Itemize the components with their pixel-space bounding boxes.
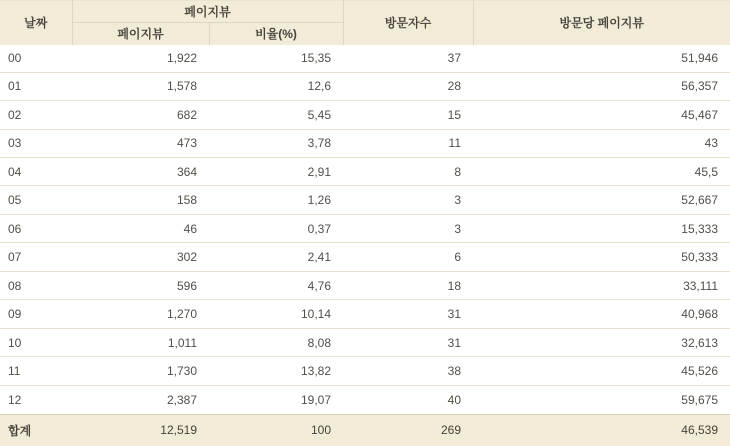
column-header-date: 날짜	[0, 1, 72, 45]
pageviews-cell: 596	[72, 271, 209, 299]
date-cell: 06	[0, 214, 72, 242]
pageviews-cell: 1,578	[72, 72, 209, 100]
per-visit-cell: 32,613	[473, 328, 730, 356]
pageviews-cell: 473	[72, 129, 209, 157]
date-cell: 00	[0, 45, 72, 73]
date-cell: 10	[0, 328, 72, 356]
ratio-cell: 0,37	[209, 214, 343, 242]
table-header	[0, 1, 730, 45]
table-body	[0, 45, 730, 415]
pageviews-cell: 46	[72, 214, 209, 242]
column-header-pageviews-per-visit: 방문당 페이지뷰	[473, 1, 730, 45]
per-visit-cell: 45,467	[473, 101, 730, 129]
ratio-cell: 13,82	[209, 357, 343, 385]
per-visit-cell: 45,526	[473, 357, 730, 385]
per-visit-cell: 45,5	[473, 157, 730, 185]
column-subheader-pageviews: 페이지뷰	[72, 23, 209, 45]
table-row	[0, 157, 730, 185]
pageviews-cell: 302	[72, 243, 209, 271]
pageviews-cell: 1,270	[72, 300, 209, 328]
ratio-cell: 10,14	[209, 300, 343, 328]
table-row	[0, 300, 730, 328]
total-visitors-cell: 269	[343, 414, 473, 446]
ratio-cell: 19,07	[209, 385, 343, 414]
per-visit-cell: 52,667	[473, 186, 730, 214]
visitors-cell: 28	[343, 72, 473, 100]
table-row	[0, 328, 730, 356]
date-cell: 11	[0, 357, 72, 385]
visitors-cell: 6	[343, 243, 473, 271]
per-visit-cell: 56,357	[473, 72, 730, 100]
visitors-cell: 15	[343, 101, 473, 129]
ratio-cell: 1,26	[209, 186, 343, 214]
table-row	[0, 357, 730, 385]
total-ratio-cell: 100	[209, 414, 343, 446]
table-row	[0, 243, 730, 271]
date-cell: 12	[0, 385, 72, 414]
visitors-cell: 40	[343, 385, 473, 414]
table-row	[0, 385, 730, 414]
per-visit-cell: 15,333	[473, 214, 730, 242]
table-row	[0, 186, 730, 214]
ratio-cell: 12,6	[209, 72, 343, 100]
date-cell: 08	[0, 271, 72, 299]
pageviews-cell: 682	[72, 101, 209, 129]
per-visit-cell: 51,946	[473, 45, 730, 73]
visitors-cell: 3	[343, 214, 473, 242]
per-visit-cell: 59,675	[473, 385, 730, 414]
visitors-cell: 31	[343, 300, 473, 328]
visitors-cell: 8	[343, 157, 473, 185]
pageviews-cell: 158	[72, 186, 209, 214]
table-footer	[0, 414, 730, 446]
date-cell: 01	[0, 72, 72, 100]
visitors-cell: 37	[343, 45, 473, 73]
date-cell: 03	[0, 129, 72, 157]
per-visit-cell: 50,333	[473, 243, 730, 271]
ratio-cell: 8,08	[209, 328, 343, 356]
column-header-pageviews-group: 페이지뷰	[72, 1, 343, 23]
header-row-1	[0, 1, 730, 23]
visitors-cell: 18	[343, 271, 473, 299]
total-per-visit-cell: 46,539	[473, 414, 730, 446]
visitors-cell: 31	[343, 328, 473, 356]
pageviews-cell: 1,730	[72, 357, 209, 385]
date-cell: 07	[0, 243, 72, 271]
ratio-cell: 2,91	[209, 157, 343, 185]
visitors-cell: 11	[343, 129, 473, 157]
ratio-cell: 15,35	[209, 45, 343, 73]
pageviews-cell: 1,922	[72, 45, 209, 73]
column-subheader-ratio: 비율(%)	[209, 23, 343, 45]
table-row	[0, 271, 730, 299]
date-cell: 05	[0, 186, 72, 214]
table-row	[0, 129, 730, 157]
pageviews-cell: 364	[72, 157, 209, 185]
pageviews-cell: 2,387	[72, 385, 209, 414]
date-cell: 02	[0, 101, 72, 129]
total-row	[0, 414, 730, 446]
table-row	[0, 72, 730, 100]
visitors-cell: 3	[343, 186, 473, 214]
ratio-cell: 5,45	[209, 101, 343, 129]
ratio-cell: 4,76	[209, 271, 343, 299]
column-header-visitors: 방문자수	[343, 1, 473, 45]
total-label-cell: 합계	[0, 414, 72, 446]
pageviews-cell: 1,011	[72, 328, 209, 356]
ratio-cell: 2,41	[209, 243, 343, 271]
date-cell: 04	[0, 157, 72, 185]
per-visit-cell: 40,968	[473, 300, 730, 328]
visitors-cell: 38	[343, 357, 473, 385]
per-visit-cell: 33,111	[473, 271, 730, 299]
total-pageviews-cell: 12,519	[72, 414, 209, 446]
ratio-cell: 3,78	[209, 129, 343, 157]
date-cell: 09	[0, 300, 72, 328]
table-row	[0, 45, 730, 73]
table-row	[0, 214, 730, 242]
table-row	[0, 101, 730, 129]
per-visit-cell: 43	[473, 129, 730, 157]
